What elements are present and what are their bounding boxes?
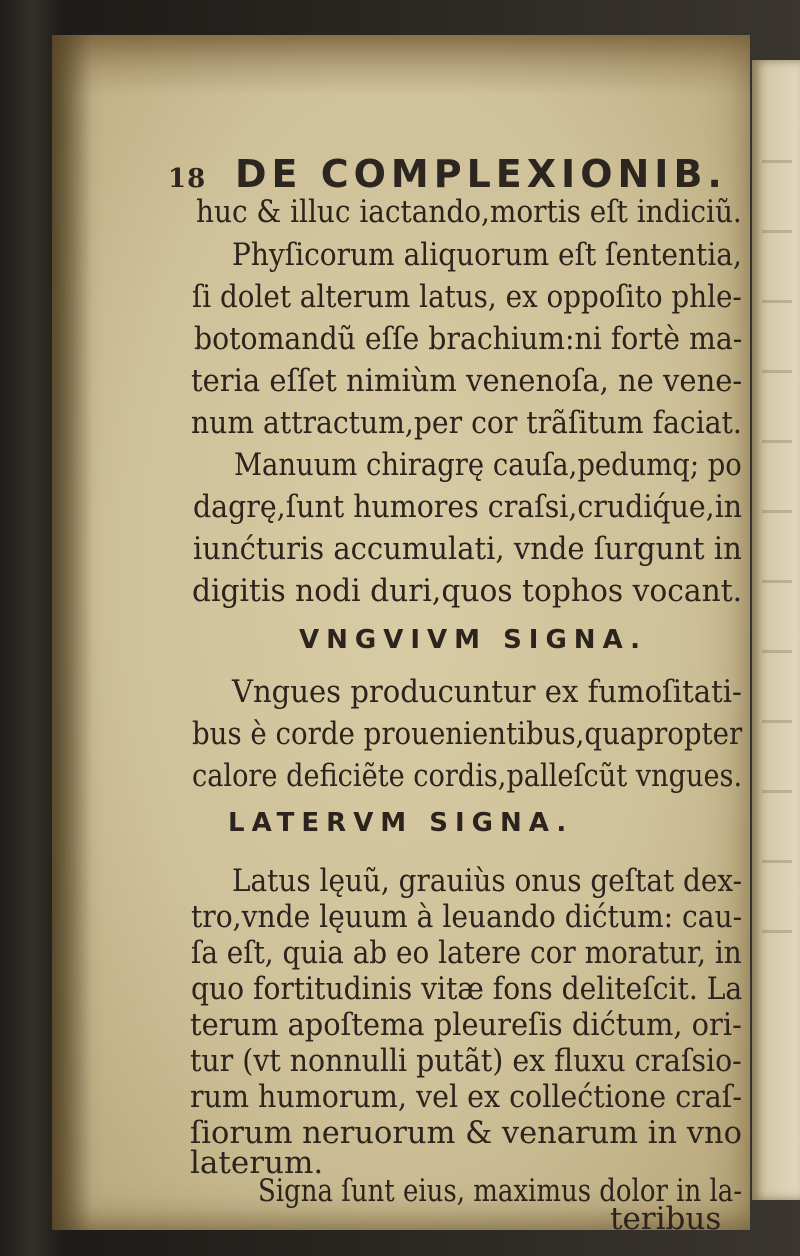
page-gutter-shadow [52,35,92,1230]
text-line: botomandũ eſſe brachium:ni fortè ma- [194,321,743,357]
text-line: Signa ſunt eius, maximus dolor in la- [258,1173,743,1209]
text-line: digitis nodi duri,quos tophos vocant. [192,573,743,609]
text-line: quo fortitudinis vitæ fons deliteſcit. La [191,971,743,1007]
text-line: ſi dolet alterum latus, ex oppoſito phle- [192,279,742,315]
text-line: bus è corde prouenientibus,quapropter [192,716,743,752]
text-line: Latus lęuũ, grauiùs onus geſtat dex- [232,863,743,899]
section-heading-laterum: LATERVM SIGNA. [228,808,574,838]
page-top-shadow [52,35,750,95]
text-line: Vngues producuntur ex fumoſitati- [232,674,742,710]
section-heading-unguium: VNGVIVM SIGNA. [299,625,648,655]
text-line: ſiorum neruorum & venarum in vno [190,1115,743,1151]
page-number: 18 [168,164,207,194]
facing-page-show-through [762,160,792,960]
text-line: teria eſſet nimiùm venenoſa, ne vene- [191,363,743,399]
text-line: calore deficiẽte cordis,palleſcũt vngues. [192,758,743,794]
text-line: terum apoſtema pleureſis dićtum, ori- [190,1007,742,1043]
text-line: iunćturis accumulati, vnde ſurgunt in [193,531,742,567]
text-line: laterum. [190,1145,324,1181]
text-line: rum humorum, vel ex collećtione craſ- [190,1079,742,1115]
text-line: dagrę,ſunt humores craſsi,crudiq́ue,in [193,489,743,525]
running-title: DE COMPLEXIONIB. [235,152,727,196]
text-line: ſa eſt, quia ab eo latere cor moratur, in [191,935,742,971]
text-line: tur (vt nonnulli putãt) ex fluxu craſsio- [190,1043,742,1079]
text-line: Manuum chiragrę cauſa,pedumq; po [234,447,742,483]
text-line: huc & illuc iactando,mortis eſt indiciũ. [196,194,742,230]
text-line: tro,vnde lęuum à leuando dićtum: cau- [191,899,743,935]
text-line: num attractum,per cor trãſitum faciat. [191,405,742,441]
catchword: teribus [610,1201,722,1237]
text-line: Phyſicorum aliquorum eſt ſententia, [232,237,742,273]
page-header [168,152,728,198]
